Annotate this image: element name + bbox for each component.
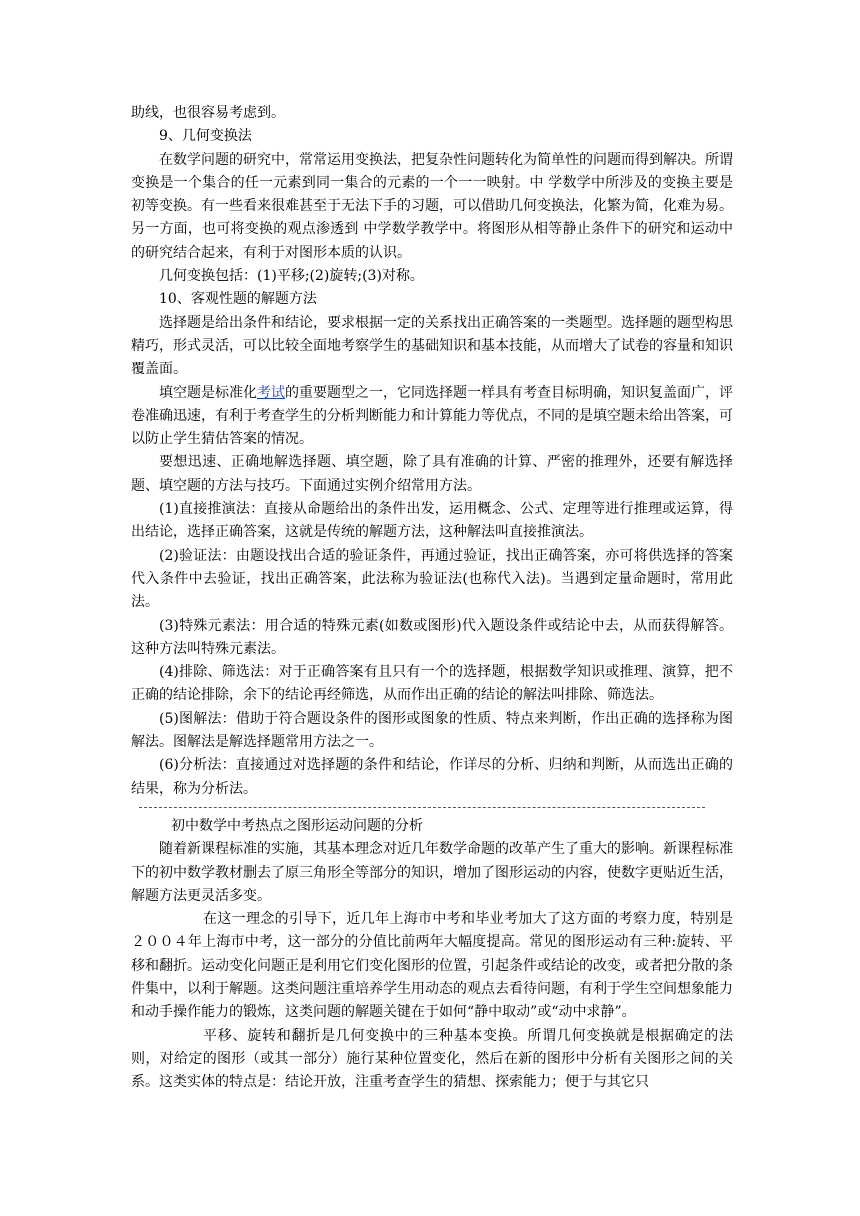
paragraph: 几何变换包括：(1)平移;(2)旋转;(3)对称。	[159, 268, 424, 285]
method-item: (4)排除、筛选法：对于正确答案有且只有一个的选择题，根据数学知识或推理、演算，把不正确的结论排除，余下的结论再经筛选，从而作出正确的结论的解法叫排除、筛选法。	[131, 664, 733, 704]
section-heading: 9、几何变换法	[159, 128, 252, 145]
document-page	[131, 102, 733, 1094]
method-item: (5)图解法：借助于符合题设条件的图形或图象的性质、特点来判断，作出正确的选择称为图解法。图解法是解选择题常用方法之一。	[131, 710, 733, 751]
paragraph: 随着新课程标准的实施，其基本理念对近几年数学命题的改革产生了重大的影响。新课程标准下的初中数学教材删去了原三角形全等部分的知识，增加了图形运动的内容，使数字更贴近生活，解题方法更灵活多变。	[131, 841, 733, 904]
exam-link[interactable]: 考试	[257, 384, 285, 401]
method-item: (6)分析法：直接通过对选择题的条件和结论，作详尽的分析、归纳和判断，从而选出正确的结果，称为分析法。	[131, 757, 733, 797]
paragraph: 要想迅速、正确地解选择题、填空题，除了具有准确的计算、严密的推理外，还要有解选择题、填空题的方法与技巧。下面通过实例介绍常用方法。	[131, 454, 733, 494]
paragraph: 选择题是给出条件和结论，要求根据一定的关系找出正确答案的一类题型。选择题的题型构思精巧，形式灵活，可以比较全面地考察学生的基础知识和基本技能，从而增大了试卷的容量和知识覆盖面。	[131, 314, 733, 378]
method-item: (2)验证法：由题设找出合适的验证条件，再通过验证，找出正确答案，亦可将供选择的答案代入条件中去验证，找出正确答案，此法称为验证法(也称代入法)。当遇到定量命题时，常用此法。	[131, 547, 733, 611]
paragraph-text: 的重要题型之一，它同选择题一样具有考查目标明确，知识复盖面广，评卷准确迅速，有利于考查学生的分析判断能力和计算能力等优点，不同的是填空题未给出答案，可以防止学生猜估答案的情况。	[131, 384, 733, 448]
article-title: 初中数学中考热点之图形运动问题的分析	[171, 817, 423, 834]
section-heading: 10、客观性题的解题方法	[159, 291, 317, 308]
paragraph-text: 填空题是标准化	[159, 384, 257, 401]
paragraph	[131, 382, 733, 452]
paragraph: 在数学问题的研究中，常常运用变换法，把复杂性问题转化为简单性的问题而得到解决。所谓变换是一个集合的任一元素到同一集合的元素的一个一一映射。中 学数学中所涉及的变换主要是初等变换。有一些看来很难甚至于无法下手的习题，可以借助几何变换法，化繁为简，化难为易。另一方面，也可将变换的观点渗透到 中学数学教学中。将图形从相等静止条件下的研究和运动中的研究结合起来，有利于对图形本质的认识。	[131, 151, 733, 261]
paragraph: 平移、旋转和翻折是几何变换中的三种基本变换。所谓几何变换就是根据确定的法则，对给定的图形（或其一部分）施行某种位置变化，然后在新的图形中分析有关图形之间的关系。这类实体的特点是：结论开放，注重考查学生的猜想、探索能力；便于与其它只	[131, 1027, 733, 1091]
method-item: (1)直接推演法：直接从命题给出的条件出发，运用概念、公式、定理等进行推理或运算，得出结论，选择正确答案，这就是传统的解题方法，这种解法叫直接推演法。	[131, 501, 733, 541]
dashed-divider	[139, 807, 705, 809]
paragraph: 在这一理念的引导下，近几年上海市中考和毕业考加大了这方面的考察力度，特别是２００４年上海市中考，这一部分的分值比前两年大幅度提高。常见的图形运动有三种:旋转、平移和翻折。运动变化问题正是利用它们变化图形的位置，引起条件或结论的改变，或者把分散的条件集中，以利于解题。这类问题注重培养学生用动态的观点去看待问题，有利于学生空间想象能力和动手操作能力的锻炼，这类问题的解题关键在于如何“静中取动”或“动中求静”。	[131, 911, 733, 1021]
paragraph: 助线，也很容易考虑到。	[131, 105, 285, 121]
method-item: (3)特殊元素法：用合适的特殊元素(如数或图形)代入题设条件或结论中去，从而获得解答。这种方法叫特殊元素法。	[131, 617, 733, 657]
